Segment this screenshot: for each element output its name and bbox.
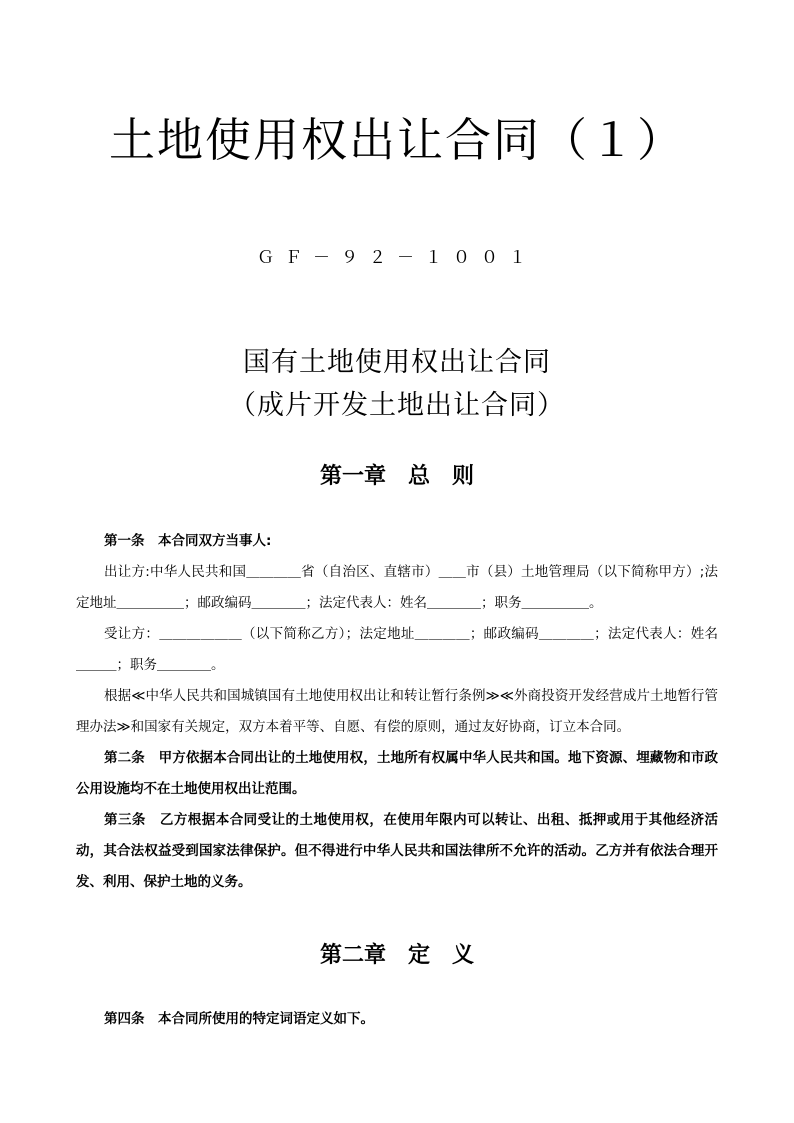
article4-label: 第四条	[104, 1011, 145, 1027]
chapter1-heading: 第一章 总 则	[319, 464, 474, 489]
document-title: 土地使用权出让合同（１）	[109, 113, 685, 167]
article1-paragraph	[76, 526, 718, 557]
basis-paragraph: 根据≪中华人民共和国城镇国有土地使用权出让和转让暂行条例≫≪外商投资开发经营成片土地暂行管理办法≫和国家有关规定，双方本着平等、自愿、有偿的原则，通过友好协商，订立本合同。	[76, 688, 718, 735]
grantor-paragraph: 出让方:中华人民共和国＿＿＿＿省（自治区、直辖市）＿＿市（县）土地管理局（以下简称甲方）;法定地址＿＿＿＿＿；邮政编码＿＿＿＿；法定代表人：姓名＿＿＿＿；职务＿＿＿＿＿。	[76, 564, 718, 611]
article1-text: 本合同双方当事人:	[158, 533, 272, 549]
article3-text: 乙方根据本合同受让的土地使用权，在使用年限内可以转让、出租、抵押或用于其他经济活动，其合法权益受到国家法律保护。但不得进行中华人民共和国法律所不允许的活动。乙方并有依法合理开发、利用、保护土地的义务。	[76, 812, 719, 890]
article2-label: 第二条	[104, 750, 145, 766]
chapter2-heading: 第二章 定 义	[319, 943, 474, 968]
document-code: ＧＦ－９２－１００１	[257, 248, 537, 268]
article2-text: 甲方依据本合同出让的土地使用权，土地所有权属中华人民共和国。地下资源、埋藏物和市政公用设施均不在土地使用权出让范围。	[76, 750, 719, 797]
contract-subtitle-line1: 国有土地使用权出让合同	[243, 347, 551, 378]
article4-text: 本合同所使用的特定词语定义如下。	[158, 1011, 374, 1027]
article3-paragraph	[76, 805, 718, 898]
article2-paragraph	[76, 743, 718, 805]
contract-subtitle-line2: （成片开发土地出让合同）	[229, 390, 565, 421]
grantee-paragraph: 受让方：＿＿＿＿＿＿（以下简称乙方）；法定地址＿＿＿＿；邮政编码＿＿＿＿；法定代表人：姓名＿＿＿；职务＿＿＿＿。	[76, 626, 718, 673]
article3-label: 第三条	[104, 812, 146, 828]
article1-label: 第一条	[104, 533, 145, 549]
article4-paragraph	[76, 1004, 718, 1035]
